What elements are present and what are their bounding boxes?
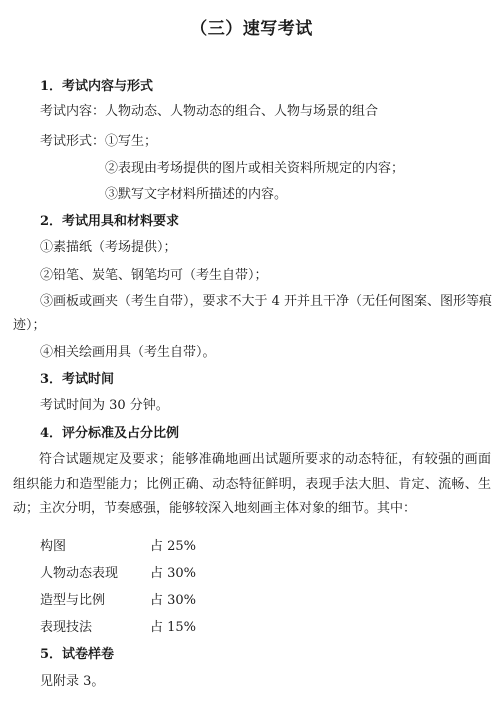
exam-time-text: 考试时间为 30 分钟。 [40, 398, 169, 413]
material-item-3: ③画板或画夹（考生自带），要求不大于 4 开并且干净（无任何图案、图形等痕 [40, 294, 493, 309]
scoring-paragraph: 符合试题规定及要求；能够准确地画出试题所要求的动态特征，有较强的画面组织能力和造型能力；比例正确、动态特征鲜明，表现手法大胆、肯定、流畅、生动；主次分明，节奏感强，能够较深入地刻画主体对象的细节。其中： [13, 452, 491, 516]
material-item-1: ①素描纸（考场提供）； [40, 240, 177, 255]
section-1-heading: 1．考试内容与形式 [40, 79, 154, 94]
score-row-value-composition: 占 25% [150, 539, 197, 554]
material-item-3-continued: 迹）； [13, 318, 46, 333]
score-row-label-technique: 表现技法 [40, 620, 93, 635]
section-5-heading: 5．试卷样卷 [40, 647, 115, 662]
score-row-label-dynamics: 人物动态表现 [40, 566, 119, 581]
score-row-value-proportion: 占 30% [150, 593, 197, 608]
score-row-label-composition: 构图 [40, 539, 67, 554]
exam-content-text: 考试内容：人物动态、人物动态的组合、人物与场景的组合 [40, 104, 379, 119]
score-row-value-technique: 占 15% [150, 620, 197, 635]
page-title: （三）速写考试 [190, 19, 313, 39]
section-2-heading: 2．考试用具和材料要求 [40, 214, 180, 229]
exam-form-item-2: ②表现由考场提供的图片或相关资料所规定的内容； [105, 161, 405, 176]
material-item-2: ②铅笔、炭笔、钢笔均可（考生自带）； [40, 268, 268, 283]
material-item-4: ④相关绘画用具（考生自带）。 [40, 345, 216, 360]
exam-form-item-1: ①写生； [105, 134, 158, 149]
score-row-label-proportion: 造型与比例 [40, 593, 106, 608]
sample-paper-text: 见附录 3。 [40, 674, 105, 689]
section-4-heading: 4．评分标准及占分比例 [40, 426, 180, 441]
section-3-heading: 3．考试时间 [40, 372, 115, 387]
exam-form-label: 考试形式： [40, 134, 106, 149]
score-row-value-dynamics: 占 30% [150, 566, 197, 581]
exam-form-item-3: ③默写文字材料所描述的内容。 [105, 187, 288, 202]
